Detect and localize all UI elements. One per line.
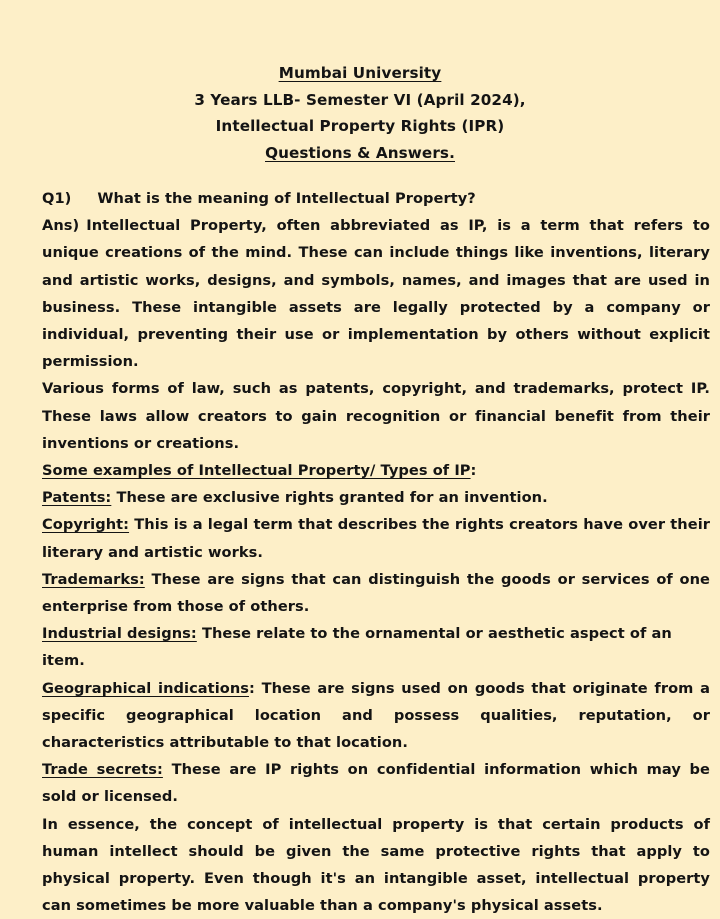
type-term-trade-secrets: Trade secrets: (42, 761, 163, 779)
type-description-copyright: This is a legal term that describes the rights creators have over their literary and artistic works. (42, 516, 710, 561)
header-course-line: 3 Years LLB- Semester VI (April 2024), (194, 90, 526, 109)
type-description-geographical-indications: These are signs used on goods that originate from a specific geographical location and possess qualities, reputation, or characteristics attributable to that location. (42, 679, 710, 752)
examples-heading (42, 457, 710, 484)
answer-paragraph-1-text: Intellectual Property, often abbreviated as IP, is a term that refers to unique creations of the mind. These can include things like inventions, literary and artistic works, designs, and symbols, names, and images that are used in business. These intangible assets are legally protected by a company or individual, preventing their use or implementation by others without explicit permission. (42, 217, 710, 371)
type-item-patents (42, 484, 710, 511)
type-item-trade-secrets (42, 756, 710, 810)
examples-heading-colon: : (470, 462, 477, 480)
header-subject-line: Intellectual Property Rights (IPR) (215, 117, 505, 135)
answer-paragraph-1 (42, 212, 710, 375)
type-term-industrial-designs: Industrial designs: (42, 625, 197, 643)
type-term-trademarks: Trademarks: (42, 570, 145, 588)
question-text: What is the meaning of Intellectual Property? (97, 190, 476, 207)
question-line (42, 185, 710, 212)
header-university-text: Mumbai University (278, 64, 442, 82)
type-item-trademarks (42, 566, 710, 620)
type-term-geographical-indications-colon: : (249, 679, 255, 697)
answer-label: Ans) (42, 217, 80, 235)
type-item-industrial-designs (42, 620, 710, 674)
header-university-line (42, 60, 678, 87)
closing-paragraph: In essence, the concept of intellectual property is that certain products of human intellect should be given the same protective rights that apply to physical property. Even though it's an intangible asset, intellectual property can sometimes be more valuable than a company's physical assets. (42, 815, 710, 915)
type-description-trade-secrets: These are IP rights on confidential information which may be sold or licensed. (42, 761, 710, 806)
type-term-patents: Patents: (42, 489, 112, 507)
type-description-patents: These are exclusive rights granted for an invention. (116, 489, 548, 507)
type-description-industrial-designs: These relate to the ornamental or aesthetic aspect of an item. (42, 625, 672, 670)
header-qa-line (42, 140, 678, 167)
type-term-copyright: Copyright: (42, 516, 130, 534)
examples-heading-underlined: Some examples of Intellectual Property/ Types of IP (42, 462, 471, 480)
type-term-geographical-indications: Geographical indications (42, 679, 249, 697)
header-qa-text: Questions & Answers. (265, 143, 455, 162)
document-body (42, 185, 710, 919)
type-item-copyright (42, 511, 710, 565)
type-item-geographical-indications (42, 675, 710, 757)
answer-paragraph-2: Various forms of law, such as patents, copyright, and trademarks, protect IP. These laws allow creators to gain recognition or financial benefit from their inventions or creations. (42, 380, 710, 452)
type-description-trademarks: These are signs that can distinguish the goods or services of one enterprise from those of others. (42, 570, 710, 616)
document-header (42, 60, 710, 166)
question-label: Q1) (42, 190, 72, 207)
